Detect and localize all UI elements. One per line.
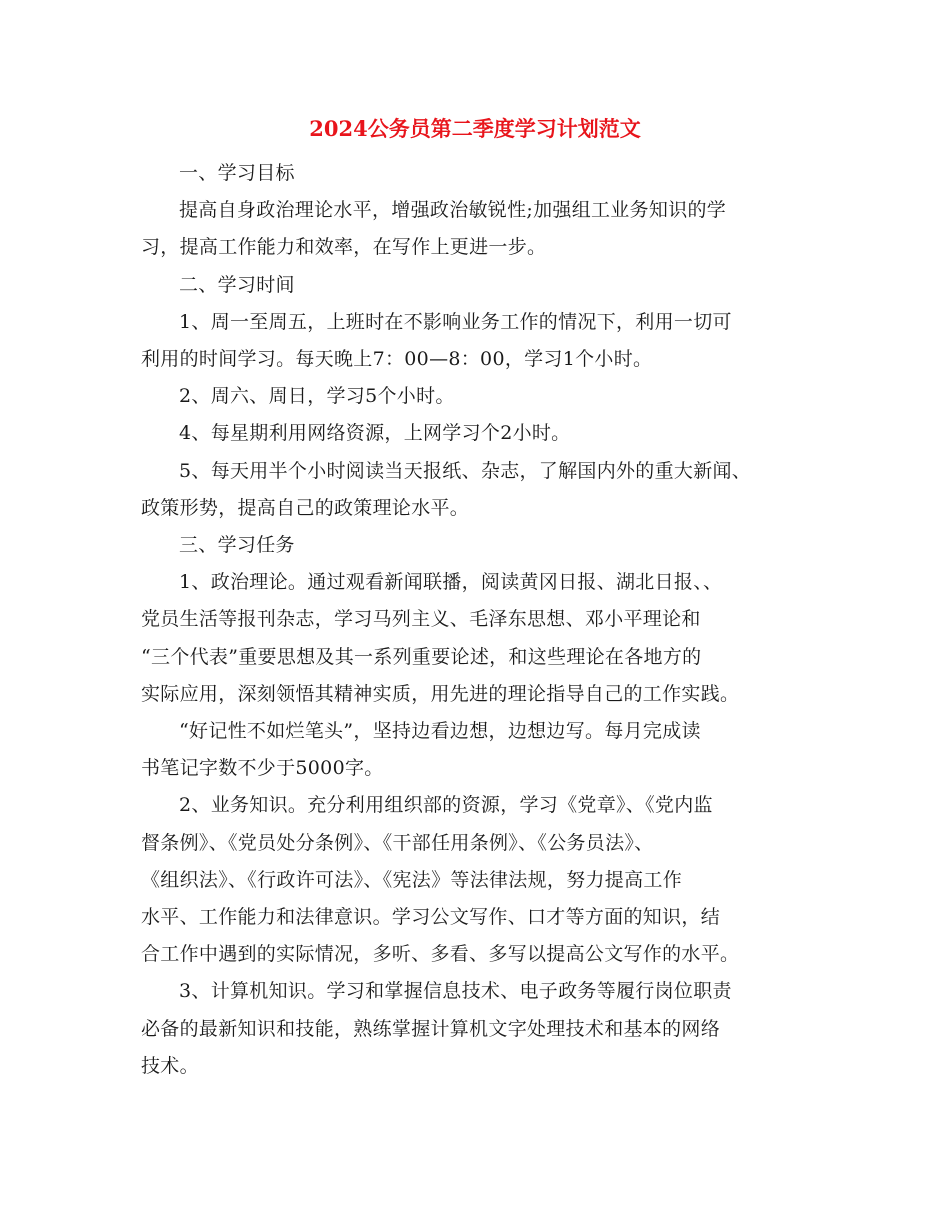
paragraph-line: 技术。 bbox=[141, 1054, 199, 1077]
paragraph-line: 政策形势，提高自己的政策理论水平。 bbox=[141, 496, 470, 519]
paragraph bbox=[141, 192, 831, 266]
paragraph bbox=[141, 713, 831, 787]
paragraph-line: 3、计算机知识。学习和掌握信息技术、电子政务等履行岗位职责 bbox=[179, 980, 732, 1003]
paragraph-line: 2、周六、周日，学习5个小时。 bbox=[179, 385, 455, 408]
paragraph bbox=[141, 787, 831, 973]
paragraph-line: 5、每天用半个小时阅读当天报纸、杂志，了解国内外的重大新闻、 bbox=[179, 459, 752, 482]
paragraph bbox=[141, 527, 831, 564]
paragraph-line: “三个代表”重要思想及其一系列重要论述，和这些理论在各地方的 bbox=[141, 645, 702, 668]
paragraph bbox=[141, 304, 831, 378]
paragraph-line: 三、学习任务 bbox=[179, 534, 295, 557]
paragraph-line: 1、周一至周五，上班时在不影响业务工作的情况下，利用一切可 bbox=[179, 310, 732, 333]
paragraph-line: 党员生活等报刊杂志，学习马列主义、毛泽东思想、邓小平理论和 bbox=[141, 608, 701, 631]
paragraph bbox=[141, 155, 831, 192]
paragraph-line: 水平、工作能力和法律意识。学习公文写作、口才等方面的知识，结 bbox=[141, 906, 721, 929]
paragraph-line: 必备的最新知识和技能，熟练掌握计算机文字处理技术和基本的网络 bbox=[141, 1017, 721, 1040]
paragraph-line: 书笔记字数不少于5000字。 bbox=[141, 757, 384, 780]
paragraph bbox=[141, 973, 831, 1085]
document-body bbox=[141, 155, 831, 1085]
paragraph-line: 1、政治理论。通过观看新闻联播，阅读黄冈日报、湖北日报、、 bbox=[179, 571, 723, 594]
paragraph-line: 利用的时间学习。每天晚上7：00—8：00，学习1个小时。 bbox=[141, 348, 653, 371]
paragraph-line: 实际应用，深刻领悟其精神实质，用先进的理论指导自己的工作实践。 bbox=[141, 682, 740, 705]
paragraph bbox=[141, 378, 831, 415]
paragraph-line: 2、业务知识。充分利用组织部的资源，学习《党章》、《党内监 bbox=[179, 794, 713, 817]
paragraph-line: 提高自身政治理论水平，增强政治敏锐性;加强组工业务知识的学 bbox=[179, 199, 727, 222]
paragraph-line: 《组织法》、《行政许可法》、《宪法》等法律法规，努力提高工作 bbox=[141, 868, 683, 891]
paragraph-line: “好记性不如烂笔头”，坚持边看边想，边想边写。每月完成读 bbox=[179, 720, 701, 743]
paragraph-line: 4、每星期利用网络资源，上网学习个2小时。 bbox=[179, 422, 571, 445]
paragraph bbox=[141, 453, 831, 527]
paragraph-line: 一、学习目标 bbox=[179, 162, 295, 184]
paragraph bbox=[141, 415, 831, 452]
paragraph-line: 习，提高工作能力和效率，在写作上更进一步。 bbox=[141, 236, 547, 259]
page-title: 2024公务员第二季度学习计划范文 bbox=[309, 116, 641, 141]
paragraph bbox=[141, 564, 831, 713]
paragraph-line: 督条例》、《党员处分条例》、《干部任用条例》、《公务员法》、 bbox=[141, 831, 654, 854]
paragraph-line: 合工作中遇到的实际情况，多听、多看、多写以提高公文写作的水平。 bbox=[141, 943, 740, 966]
paragraph-line: 二、学习时间 bbox=[179, 273, 295, 296]
paragraph bbox=[141, 267, 831, 304]
